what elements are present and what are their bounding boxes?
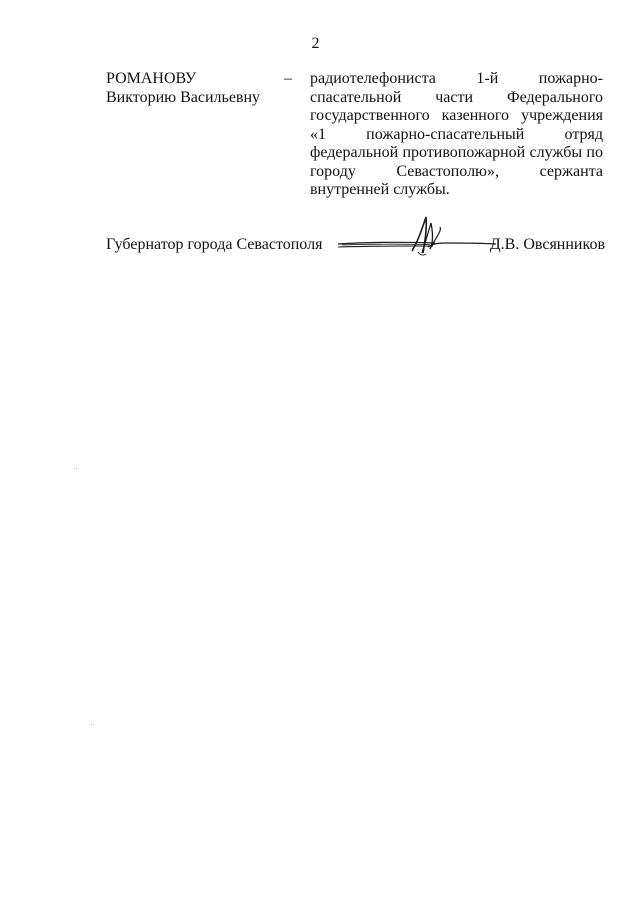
page-number: 2 <box>311 35 320 52</box>
handwritten-signature <box>330 207 500 267</box>
scan-speck <box>91 724 92 725</box>
signature-block <box>106 207 605 267</box>
recipient-name <box>106 70 276 107</box>
signer-name: Д.В. Овсянников <box>489 236 605 253</box>
recipient-surname: РОМАНОВУ <box>106 70 197 87</box>
signer-title: Губернатор города Севастополя <box>106 236 323 253</box>
recipient-position: радиотелефониста 1-й пожарно-спасательной части Федерального государственного казенного учреждения «1 пожарно-спасательный отряд федеральной противопожарной службы по городу Севастополю», сержанта внутренней службы. <box>310 70 603 198</box>
entry-dash: – <box>284 70 292 87</box>
recipient-given-names: Викторию Васильевну <box>106 88 261 106</box>
scan-speck <box>76 468 77 469</box>
award-entry <box>106 70 603 200</box>
